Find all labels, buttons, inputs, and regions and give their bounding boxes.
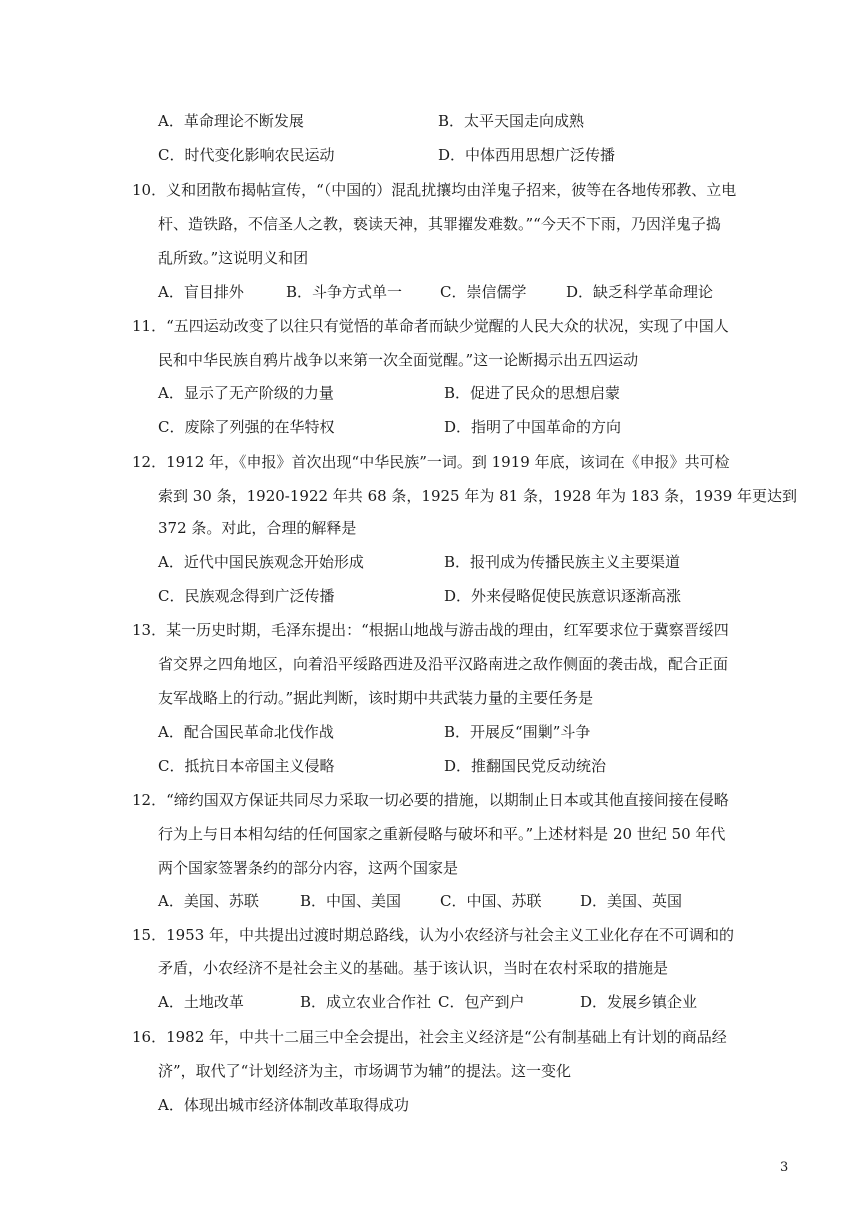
q12b-option-c: C．中国、苏联 xyxy=(440,892,542,910)
q16-stem-line-2: 济”，取代了“计划经济为主，市场调节为辅”的提法。这一变化 xyxy=(158,1062,572,1080)
q15-option-d: D．发展乡镇企业 xyxy=(580,993,698,1011)
q12b-stem-line-2: 行为上与日本相勾结的任何国家之重新侵略与破坏和平。”上述材料是 20 世纪 50 年代 xyxy=(158,825,726,843)
page-number: 3 xyxy=(780,1160,789,1175)
q12a-option-b: B．报刊成为传播民族主义主要渠道 xyxy=(444,553,681,571)
q11-option-c: C．废除了列强的在华特权 xyxy=(158,418,335,436)
q10-option-a: A．盲目排外 xyxy=(158,283,244,301)
q9-option-a: A．革命理论不断发展 xyxy=(158,112,304,130)
q11-stem-line-1: 11．“五四运动改变了以往只有觉悟的革命者而缺少觉醒的人民大众的状况，实现了中国人 xyxy=(132,317,729,335)
q12b-stem-line-3: 两个国家签署条约的部分内容，这两个国家是 xyxy=(158,859,459,877)
q13-option-d: D．推翻国民党反动统治 xyxy=(444,757,607,775)
q10-option-c: C．崇信儒学 xyxy=(440,283,527,301)
q12a-option-c: C．民族观念得到广泛传播 xyxy=(158,587,335,605)
q12b-option-a: A．美国、苏联 xyxy=(158,892,259,910)
q10-stem-line-1: 10．义和团散布揭帖宣传，“（中国的）混乱扰攘均由洋鬼子招来，彼等在各地传邪教、立电 xyxy=(132,181,737,199)
q15-stem-line-1: 15．1953 年，中共提出过渡时期总路线，认为小农经济与社会主义工业化存在不可调和的 xyxy=(132,926,735,944)
q15-stem-line-2: 矛盾，小农经济不是社会主义的基础。基于该认识，当时在农村采取的措施是 xyxy=(158,959,669,977)
q13-option-c: C．抵抗日本帝国主义侵略 xyxy=(158,757,335,775)
q10-option-d: D．缺乏科学革命理论 xyxy=(566,283,714,301)
q9-option-c: C．时代变化影响农民运动 xyxy=(158,146,335,164)
q16-option-a: A．体现出城市经济体制改革取得成功 xyxy=(158,1096,409,1114)
q13-stem-line-2: 省交界之四角地区，向着沿平绥路西进及沿平汉路南进之敌作侧面的袭击战，配合正面 xyxy=(158,655,729,673)
q13-stem-line-1: 13．某一历史时期，毛泽东提出：“根据山地战与游击战的理由，红军要求位于冀察晋绥四 xyxy=(132,621,729,639)
q12a-option-a: A．近代中国民族观念开始形成 xyxy=(158,553,364,571)
q11-option-d: D．指明了中国革命的方向 xyxy=(444,418,622,436)
q9-option-d: D．中体西用思想广泛传播 xyxy=(438,146,616,164)
q12a-option-d: D．外来侵略促使民族意识逐渐高涨 xyxy=(444,587,682,605)
q11-stem-line-2: 民和中华民族自鸦片战争以来第一次全面觉醒。”这一论断揭示出五四运动 xyxy=(158,351,639,369)
q15-option-b: B．成立农业合作社 xyxy=(300,993,432,1011)
q12a-stem-line-1: 12．1912 年，《申报》首次出现“中华民族”一词。到 1919 年底，该词在《申报》共可检 xyxy=(132,453,730,471)
q13-stem-line-3: 友军战略上的行动。”据此判断，该时期中共武装力量的主要任务是 xyxy=(158,689,594,707)
q12b-option-d: D．美国、英国 xyxy=(580,892,683,910)
q15-option-a: A．土地改革 xyxy=(158,993,244,1011)
q16-stem-line-1: 16．1982 年，中共十二届三中全会提出，社会主义经济是“公有制基础上有计划的商品经 xyxy=(132,1028,727,1046)
q11-option-b: B．促进了民众的思想启蒙 xyxy=(444,384,621,402)
q10-option-b: B．斗争方式单一 xyxy=(286,283,403,301)
q12b-option-b: B．中国、美国 xyxy=(300,892,402,910)
q12a-stem-line-2: 索到 30 条，1920-1922 年共 68 条，1925 年为 81 条，1928 年为 183 条，1939 年更达到 xyxy=(158,487,798,505)
q10-stem-line-3: 乱所致。”这说明义和团 xyxy=(158,249,309,267)
q12b-stem-line-1: 12．“缔约国双方保证共同尽力采取一切必要的措施，以期制止日本或其他直接间接在侵略 xyxy=(132,791,729,809)
q15-option-c: C．包产到户 xyxy=(438,993,525,1011)
q12a-stem-line-3: 372 条。对此，合理的解释是 xyxy=(158,519,357,537)
q10-stem-line-2: 杆、造铁路，不信圣人之教，亵读天神，其罪擢发难数。”“今天不下雨，乃因洋鬼子捣 xyxy=(158,215,721,233)
q13-option-a: A．配合国民革命北伐作战 xyxy=(158,723,334,741)
q9-option-b: B．太平天国走向成熟 xyxy=(438,112,585,130)
q11-option-a: A．显示了无产阶级的力量 xyxy=(158,384,334,402)
q13-option-b: B．开展反“围剿”斗争 xyxy=(444,723,591,741)
